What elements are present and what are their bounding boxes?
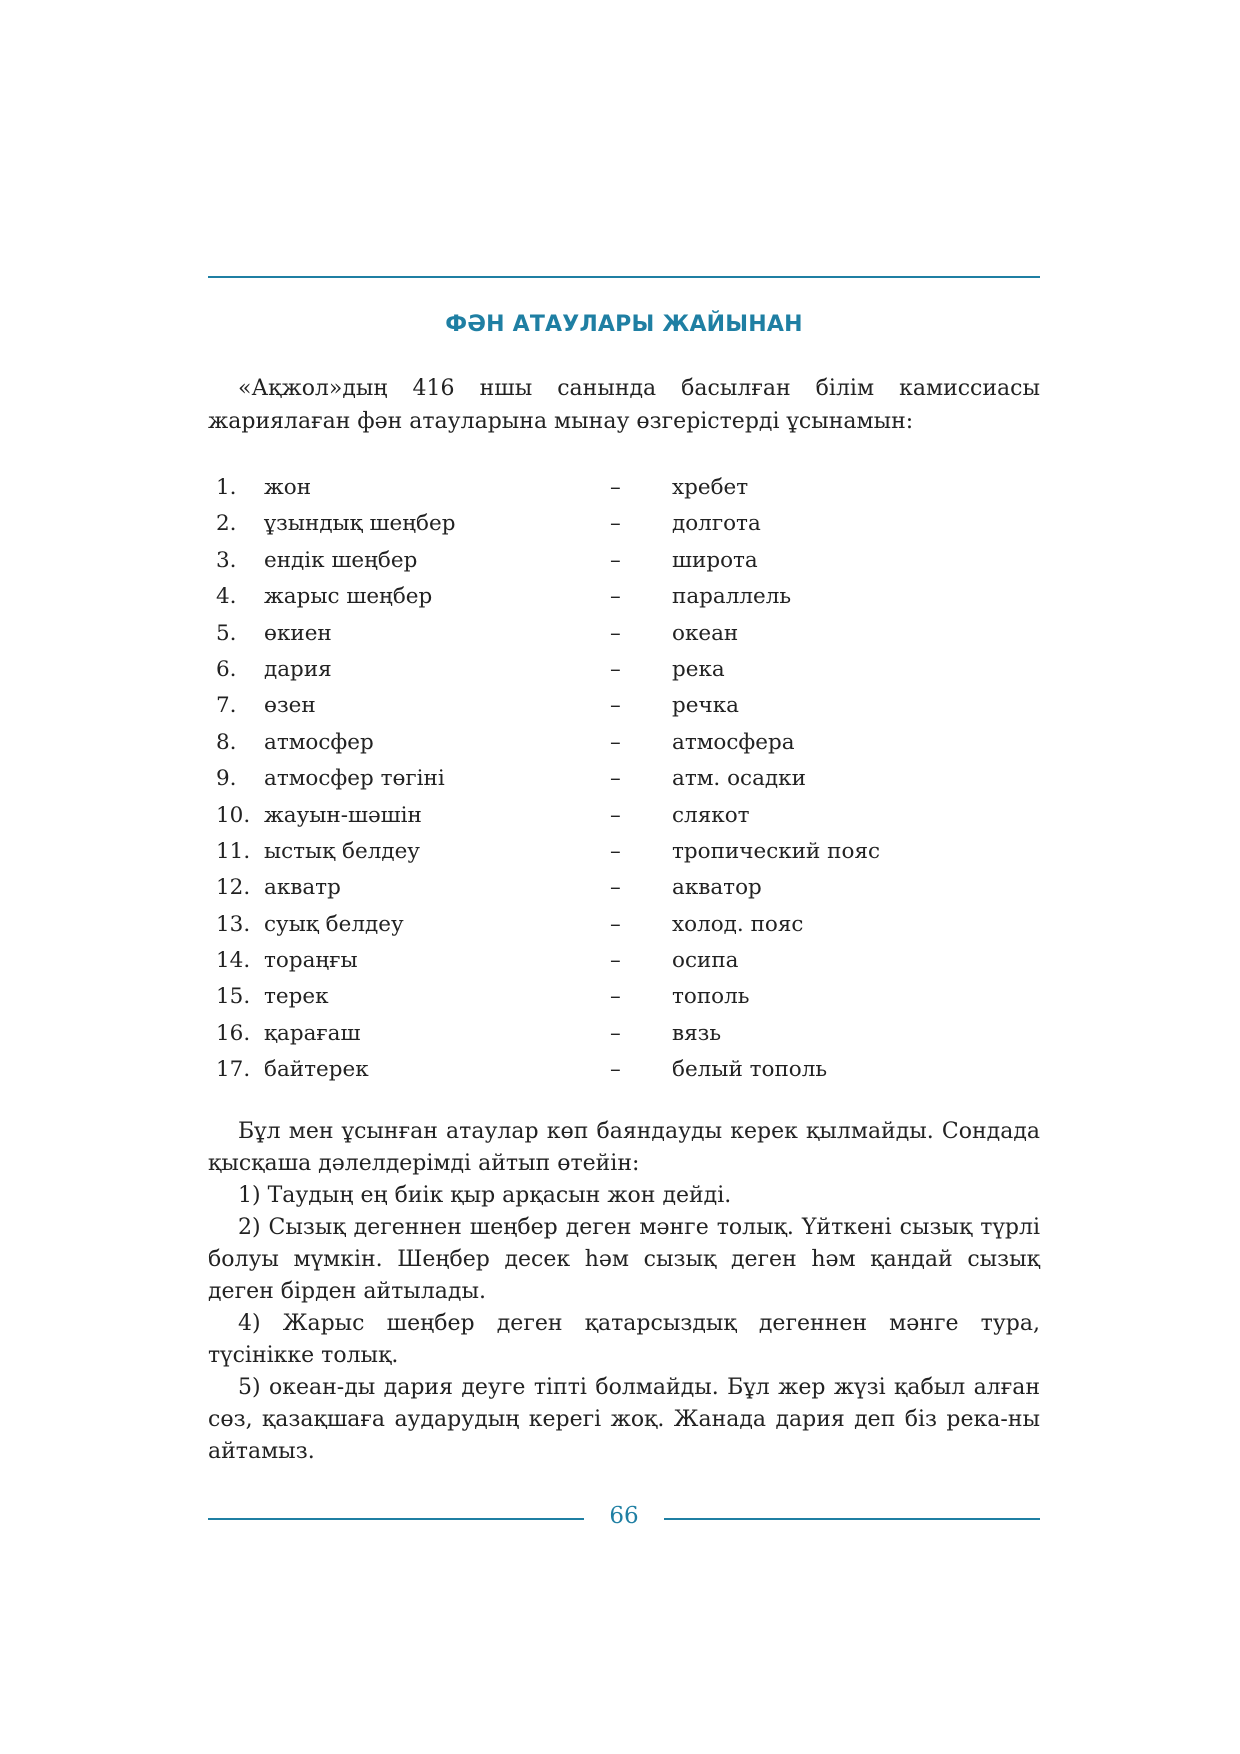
term-row [208, 506, 1040, 542]
term-row [208, 943, 1040, 979]
term-number: 4. [216, 584, 237, 610]
page-title: ФӘН АТАУЛАРЫ ЖАЙЫНАН [445, 312, 803, 337]
term-number: 14. [216, 948, 251, 974]
term-kazakh: ұзындық шеңбер [264, 511, 456, 537]
term-russian: тополь [672, 984, 750, 1010]
term-row [208, 543, 1040, 579]
term-kazakh: жарыс шеңбер [264, 584, 433, 610]
term-russian: вязь [672, 1020, 722, 1046]
term-row [208, 652, 1040, 688]
term-dash: – [610, 766, 621, 792]
intro-text: «Ақжол»дың 416 ншы санында басылған білім камиссиасы жариялаған фән атауларына мынау өзгерістерді ұсынамын: [208, 376, 1040, 434]
term-russian: атмосфера [672, 729, 795, 755]
term-kazakh: жауын-шәшін [264, 802, 422, 828]
term-dash: – [610, 693, 621, 719]
term-row [208, 470, 1040, 506]
term-number: 7. [216, 693, 237, 719]
term-russian: океан [672, 620, 739, 646]
term-number: 15. [216, 984, 251, 1010]
footer-divider-right [664, 1518, 1040, 1520]
footer-divider-left [208, 1518, 584, 1520]
term-dash: – [610, 729, 621, 755]
term-russian: речка [672, 693, 739, 719]
body-paragraph: 2) Сызық дегеннен шеңбер деген мәнге толық. Үйткені сызық түрлі болуы мүмкін. Шеңбер десек һәм сызық деген һәм қандай сызық деген бірден айтылады. [208, 1215, 1040, 1304]
term-row [208, 688, 1040, 724]
body-paragraph: 5) океан-ды дария деуге тіпті болмайды. Бұл жер жүзі қабыл алған сөз, қазақшаға аударудың керегі жоқ. Жанада дария деп біз река-ны айтамыз. [208, 1375, 1040, 1464]
term-number: 1. [216, 475, 237, 500]
term-number: 13. [216, 911, 251, 937]
term-kazakh: акватр [264, 875, 341, 901]
intro-paragraph [208, 372, 1040, 438]
term-kazakh: атмосфер төгіні [264, 766, 445, 792]
term-russian: река [672, 656, 725, 682]
term-kazakh: ендік шеңбер [264, 547, 418, 573]
term-dash: – [610, 620, 621, 646]
term-kazakh: байтерек [264, 1057, 369, 1083]
term-row [208, 579, 1040, 615]
term-russian: долгота [672, 511, 761, 537]
term-dash: – [610, 584, 621, 610]
term-russian: акватор [672, 875, 762, 901]
term-number: 9. [216, 766, 237, 792]
term-dash: – [610, 875, 621, 901]
term-dash: – [610, 802, 621, 828]
term-row [208, 616, 1040, 652]
term-row [208, 870, 1040, 906]
term-russian: атм. осадки [672, 766, 806, 792]
body-paragraph: 1) Таудың ең биік қыр арқасын жон дейді. [238, 1183, 732, 1208]
term-dash: – [610, 911, 621, 937]
term-russian: параллель [672, 584, 792, 610]
term-russian: осипа [672, 948, 739, 974]
term-kazakh: жон [264, 475, 312, 500]
term-dash: – [610, 511, 621, 537]
term-dash: – [610, 984, 621, 1010]
term-kazakh: терек [264, 984, 329, 1010]
term-kazakh: дария [264, 656, 332, 682]
term-number: 11. [216, 838, 251, 864]
term-row [208, 907, 1040, 943]
term-dash: – [610, 1057, 621, 1083]
term-row [208, 1016, 1040, 1052]
term-kazakh: атмосфер [264, 729, 374, 755]
term-russian: холод. пояс [672, 911, 804, 937]
term-russian: хребет [672, 475, 749, 500]
term-kazakh: өзен [264, 693, 316, 719]
term-row [208, 834, 1040, 870]
term-row [208, 725, 1040, 761]
term-dash: – [610, 948, 621, 974]
term-dash: – [610, 838, 621, 864]
term-number: 10. [216, 802, 251, 828]
term-number: 6. [216, 656, 237, 682]
term-dash: – [610, 547, 621, 573]
term-dash: – [610, 1020, 621, 1046]
body-paragraph: Бұл мен ұсынған атаулар көп баяндауды керек қылмайды. Сондада қысқаша дәлелдерімді айтып өтейін: [208, 1119, 1040, 1176]
term-russian: широта [672, 547, 758, 573]
body-paragraph: 4) Жарыс шеңбер деген қатарсыздық дегеннен мәнге тура, түсінікке толық. [208, 1311, 1040, 1368]
term-number: 16. [216, 1020, 251, 1046]
term-dash: – [610, 656, 621, 682]
top-divider [208, 276, 1040, 278]
term-number: 5. [216, 620, 237, 646]
term-russian: тропический пояс [672, 838, 881, 864]
term-number: 8. [216, 729, 237, 755]
term-kazakh: ыстық белдеу [264, 838, 420, 864]
body-text [208, 1116, 1040, 1468]
page-number: 66 [609, 1503, 639, 1529]
term-russian: слякот [672, 802, 750, 828]
term-number: 17. [216, 1057, 251, 1083]
term-number: 2. [216, 511, 237, 537]
term-russian: белый тополь [672, 1057, 828, 1083]
term-kazakh: тораңғы [264, 948, 358, 974]
term-row [208, 1052, 1040, 1088]
term-kazakh: қарағаш [264, 1020, 361, 1046]
term-row [208, 761, 1040, 797]
term-row [208, 798, 1040, 834]
term-list [208, 470, 1040, 1089]
term-dash: – [610, 475, 621, 500]
term-kazakh: суық белдеу [264, 911, 404, 937]
term-number: 12. [216, 875, 251, 901]
term-row [208, 979, 1040, 1015]
term-kazakh: өкиен [264, 620, 332, 646]
term-number: 3. [216, 547, 237, 573]
